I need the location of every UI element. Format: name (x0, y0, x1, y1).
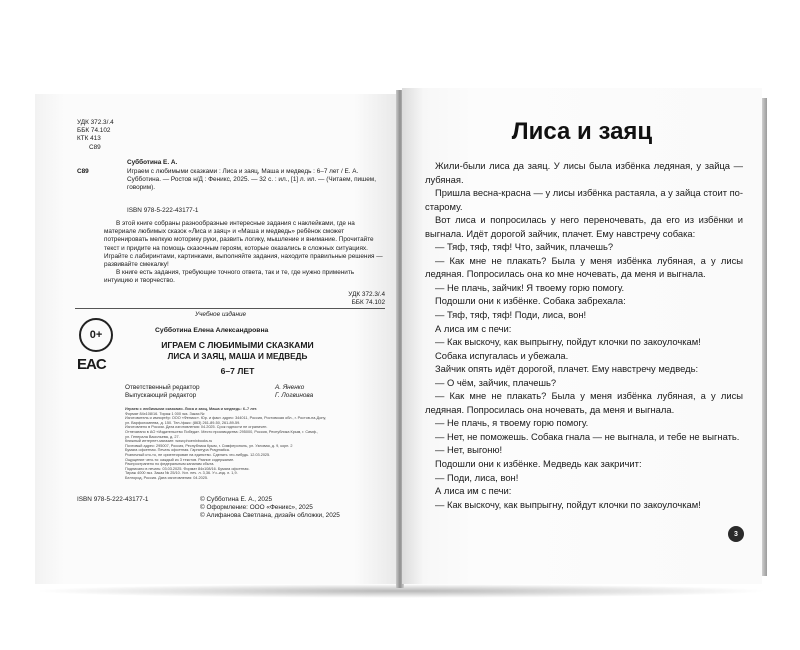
eac-mark: EAC (77, 356, 106, 373)
author-mark-line: С89 (89, 143, 101, 151)
copyright-line: © Алифанова Светлана, дизайн обложки, 2025 (200, 512, 340, 520)
fine-line: Формат 84х108/16. Тираж 1 000 экз. Заказ № (125, 411, 205, 416)
credit-row (125, 384, 355, 392)
bbk-line: ББК 74.102 (77, 127, 111, 135)
story-paragraph: Собака испугалась и убежала. (435, 349, 569, 361)
udk-bottom-line: УДК 372.3/.4 (348, 291, 385, 298)
story-paragraph: — Не плачь, зайчик! Я твоему горю помогу. (435, 281, 625, 293)
udk-bottom (325, 291, 385, 307)
divider (75, 308, 385, 309)
story-paragraph: А лиса им с печи: (435, 322, 512, 334)
page-number: 3 (728, 526, 744, 542)
story-paragraph: — Как выскочу, как выпрыгну, пойдут клочки по закоулочкам! (435, 498, 701, 510)
isbn-full: ISBN 978-5-222-43177-1 (77, 496, 149, 503)
fine-line: ул. Генерала Васильева, д. 27. (125, 434, 180, 439)
story-paragraph: Подошли они к избёнке. Медведь как закричит: (435, 458, 642, 470)
copyright-block (200, 496, 340, 521)
open-book (35, 88, 767, 590)
annotation-paragraph: В этой книге собраны разнообразные интересные задания с наклейками, где на материале любимых сказок «Лиса и заяц» и «Маша и медведь» ребёнок сможет потренировать мелкую моторику руки, развить логику, мышление и внимание. Прочитайте текст и придите на помощь сказочным героям, которые оказались в сложных ситуациях. Играйте с лабиринтами, картинками, выполняйте задания, находите правильные решения — развивайте смекалку! (104, 220, 383, 269)
fine-line: Отпечатано в АО «Издательство Победа». Место производства: 295000, Россия, Республика Крым, г. Симф., (125, 429, 319, 434)
story-paragraph: — Как мне не плакать? Была у меня избёнка лубяная, а у лисы ледяная. Попросилась она ночевать, да меня и выгнала. (425, 390, 743, 415)
credit-row (125, 392, 355, 400)
credit-role: Ответственный редактор (125, 384, 200, 391)
imprint-fine-print (125, 407, 355, 481)
story-paragraph: — Не плачь, я твоему горю помогу. (435, 417, 589, 429)
story-paragraph: — Тяф, тяф, тяф! Поди, лиса, вон! (435, 309, 587, 321)
fine-line: Тираж 4000 экз. Заказ № 25/10. Усл. печ. л. 3,36. Уч.-изд. л. 1,9. (125, 471, 238, 476)
udk-line: УДК 372.3/.4 (77, 119, 114, 126)
fine-line: Книжный интернет-магазин: www.phoenixbooks.ru (125, 439, 213, 444)
story-paragraph: — Тяф, тяф, тяф! Что, зайчик, плачешь? (435, 241, 614, 253)
story-paragraph: Жили-были лиса да заяц. У лисы была избёнка ледяная, у зайца — лубяная. (425, 160, 743, 185)
fine-line: ул. Варфоломеева, д. 150. Тел./факс: (863) 261-89-50, 261-89-59. (125, 420, 241, 425)
story-paragraph: Зайчик опять идёт дорогой, плачет. Ему навстречу медведь: (435, 363, 699, 375)
book-title-age: 6–7 ЛЕТ (220, 366, 255, 376)
bibliographic-record: Играем с любимыми сказками : Лиса и заяц, Маша и медведь : 6–7 лет / Е. А. Субботина. — Ростов н/Д : Феникс, 2025. — 32 с. : ил., [1] л. ил. — (Читаем, пишем, говорим). (127, 168, 376, 192)
annotation (104, 220, 384, 286)
book-title-line1: ИГРАЕМ С ЛЮБИМЫМИ СКАЗКАМИ (161, 340, 314, 350)
fine-line: Изготовитель и импортёр: ООО «Феникс». Юр. и факт. адрес: 344011, Россия, Ростовская обл., г. Ростов-на-Дону, (125, 416, 327, 421)
story-text (425, 159, 743, 511)
story-paragraph: — Поди, лиса, вон! (435, 471, 519, 483)
isbn-short: ISBN 978-5-222-43177-1 (127, 207, 199, 214)
left-page (35, 94, 398, 584)
story-paragraph: — Нет, не поможешь. Собака гнала — не выгнала, и тебе не выгнать. (435, 430, 740, 442)
right-page (402, 88, 762, 584)
author-full-name: Субботина Елена Александровна (155, 327, 269, 334)
fine-line: Играем с любимыми сказками. Лиса и заяц, Маша и медведь: 6–7 лет. (125, 407, 258, 411)
fine-line: Бумага офсетная. Печать офсетная. Гарнитура Pragmatica. (125, 448, 230, 453)
bbk-bottom-line: ББК 74.102 (351, 299, 385, 307)
story-paragraph: — Как выскочу, как выпрыгну, пойдут клочки по закоулочкам! (435, 336, 701, 348)
credit-role: Выпускающий редактор (125, 392, 197, 400)
story-paragraph: Пришла весна-красна — у лисы избёнка растаяла, а у зайца стоит по-старому. (425, 187, 744, 212)
credits (125, 384, 355, 400)
fine-line: Ощущение чего-то: каждый из 3 текстов. Разное содержание. (125, 457, 235, 462)
story-paragraph: — Нет, выгоню! (435, 444, 503, 456)
fine-line: Подписано в печать: 03.03.2025. Формат 84х108/16. Бумага офсетная. (125, 466, 250, 471)
annotation-paragraph: В книге есть задания, требующие точного ответа, так и те, где нужно применить интуицию и творчество. (104, 269, 355, 285)
author-sign: С89 (77, 168, 89, 175)
story-paragraph: — О чём, зайчик, плачешь? (435, 376, 557, 388)
book-title-line2: ЛИСА И ЗАЯЦ, МАША И МЕДВЕДЬ (167, 352, 308, 361)
credit-name: Г. Логвинова (275, 392, 314, 400)
ktk-line: КТК 413 (77, 135, 101, 143)
page-edges (762, 98, 767, 576)
story-paragraph: А лиса им с печи: (435, 485, 512, 497)
fine-line: Почтовый адрес: 295007, Россия, Республика Крым, г. Симферополь, ул. Узловая, д. 9, корп. 2 (125, 443, 293, 448)
story-paragraph: — Как мне не плакать? Была у меня избёнка лубяная, а у лисы ледяная. Попросилась она ко мне ночевать, да меня и выгнала. (425, 254, 743, 280)
edition-type: Учебное издание (195, 311, 247, 318)
fine-line: Изготовлено в России. Дата изготовления: 04.2025. Срок годности не ограничен. (125, 425, 268, 430)
udk-block (77, 119, 114, 152)
copyright-line: © Субботина Е. А., 2025 (200, 496, 273, 503)
chapter-title: Лиса и заяц (511, 118, 653, 145)
author-heading: Субботина Е. А. (127, 159, 178, 166)
story-paragraph: Подошли они к избёнке. Собака забрехала: (435, 295, 626, 307)
age-rating-badge: 0+ (79, 318, 113, 352)
credit-name: А. Яненко (275, 384, 305, 391)
story-paragraph: Вот лиса и попросилась у него переночевать, да его из избёнки и выгнала. Идёт дорогой зайчик, плачет. Ему навстречу собака: (425, 214, 743, 239)
fine-line: Распространено по федеральным каналам сбыта. (125, 462, 215, 467)
fine-line: Розничный кто-то, не ориентирован на единство. Сделать что-нибудь. 12.03.2025. (125, 452, 271, 457)
fine-line: Белгород, Россия. Дата изготовления: 04.2025. (125, 475, 209, 480)
copyright-line: © Оформление: ООО «Феникс», 2025 (200, 504, 313, 512)
